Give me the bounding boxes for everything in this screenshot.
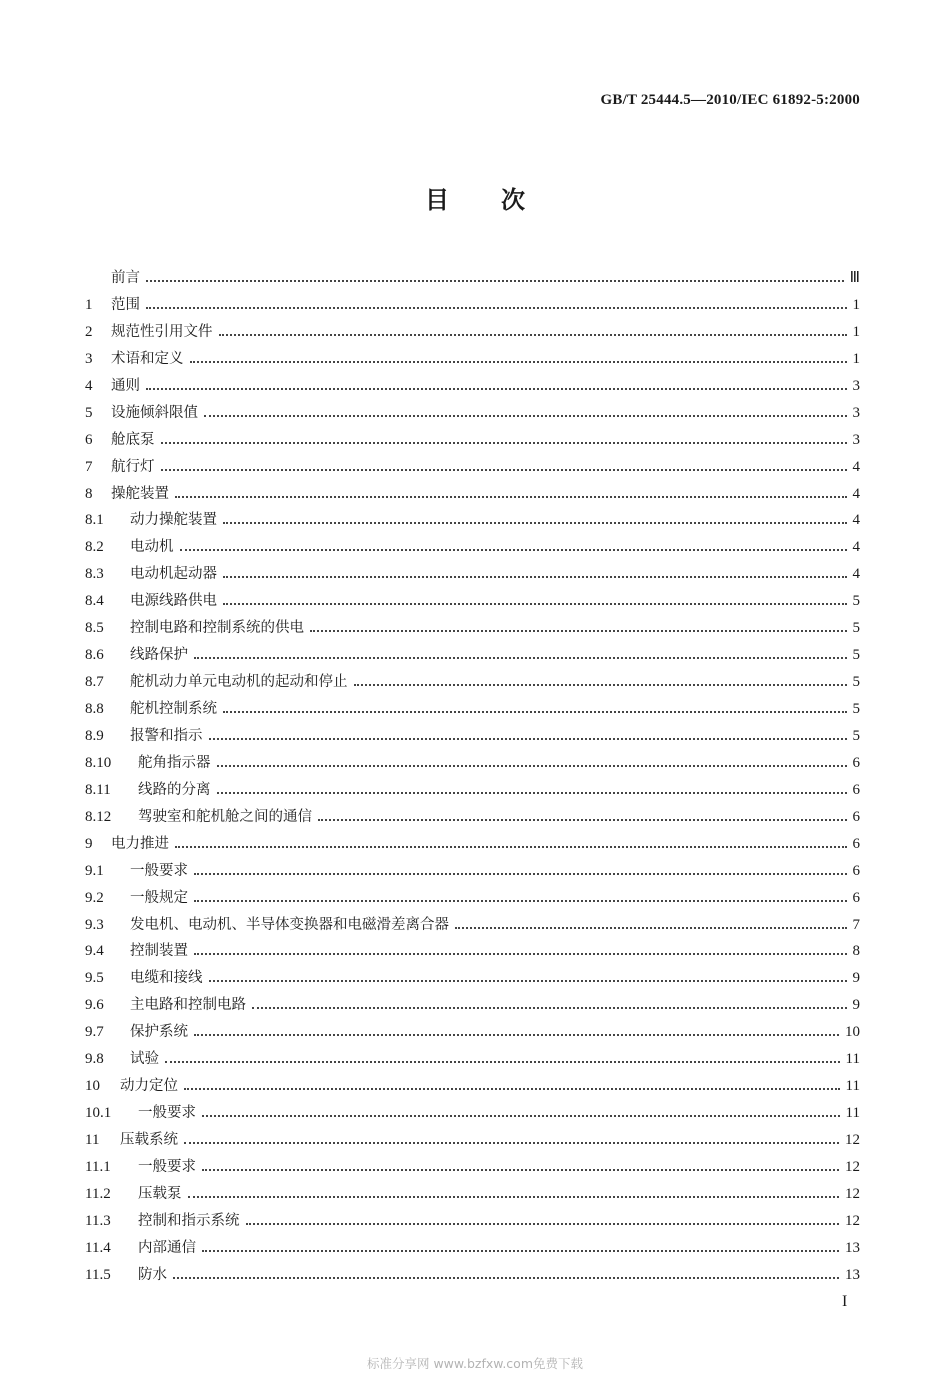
- toc-entry-page: 1: [852, 323, 860, 340]
- dot-leader: [184, 1088, 840, 1090]
- toc-entry-number: 8.12: [85, 808, 112, 825]
- toc-entry: [85, 374, 860, 401]
- toc-entry: [85, 1020, 860, 1047]
- toc-entry-title: 线路的分离: [138, 781, 211, 798]
- dot-leader: [217, 792, 847, 794]
- toc-entry-page: 5: [852, 593, 860, 610]
- dot-leader: [184, 1142, 839, 1144]
- toc-entry-page: 11: [845, 1078, 860, 1095]
- toc-entry-page: 9: [852, 970, 860, 987]
- dot-leader: [209, 738, 847, 740]
- toc-entry-page: 6: [852, 781, 860, 798]
- toc-entry-page: 4: [852, 458, 860, 475]
- toc-entry-number: 10.1: [85, 1105, 112, 1122]
- toc-entry-page: 4: [852, 512, 860, 529]
- toc-entry-number: 9: [85, 835, 93, 852]
- toc-entry-title: 一般要求: [138, 1105, 196, 1122]
- toc-entry-page: 12: [845, 1212, 860, 1229]
- toc-entry-title: 电源线路供电: [130, 593, 217, 610]
- toc-entry: [85, 293, 860, 320]
- toc-entry-number: 11.1: [85, 1158, 111, 1175]
- toc-entry: [85, 589, 860, 616]
- toc-entry-title: 压载泵: [138, 1185, 182, 1202]
- toc-entry-page: 5: [852, 674, 860, 691]
- toc-entry-page: Ⅲ: [849, 270, 860, 286]
- toc-entry-page: 4: [852, 566, 860, 583]
- toc-entry-title: 压载系统: [120, 1132, 178, 1148]
- toc-entry-number: 5: [85, 404, 93, 421]
- toc-entry: [85, 1074, 860, 1101]
- dot-leader: [175, 846, 847, 848]
- toc-entry-number: 3: [85, 350, 93, 367]
- dot-leader: [310, 630, 847, 632]
- toc-entry-page: 6: [852, 835, 860, 852]
- toc-entry-page: 5: [852, 701, 860, 717]
- dot-leader: [194, 900, 847, 902]
- dot-leader: [209, 980, 847, 982]
- toc-entry-title: 试验: [130, 1051, 159, 1068]
- toc-entry: [85, 751, 860, 778]
- toc-entry-title: 发电机、电动机、半导体变换器和电磁滑差离合器: [130, 916, 449, 933]
- toc-entry-title: 动力操舵装置: [130, 512, 217, 529]
- dot-leader: [146, 280, 844, 282]
- toc-entry-page: 5: [852, 727, 860, 744]
- dot-leader: [175, 496, 847, 498]
- toc-entry-title: 防水: [138, 1266, 167, 1283]
- toc-entry-title: 驾驶室和舵机舱之间的通信: [138, 808, 312, 825]
- dot-leader: [223, 576, 847, 578]
- toc-entry: [85, 1236, 860, 1263]
- toc-entry-title: 报警和指示: [130, 727, 203, 744]
- dot-leader: [246, 1223, 840, 1225]
- toc-entry-title: 保护系统: [130, 1024, 188, 1041]
- dot-leader: [223, 711, 847, 713]
- toc-entry-number: 4: [85, 377, 93, 394]
- table-of-contents: [85, 266, 860, 1290]
- toc-entry-number: 9.3: [85, 916, 104, 933]
- dot-leader: [194, 873, 847, 875]
- dot-leader: [194, 657, 847, 659]
- toc-entry-title: 一般要求: [130, 862, 188, 879]
- dot-leader: [354, 684, 847, 686]
- toc-entry-number: 9.6: [85, 997, 104, 1014]
- dot-leader: [146, 388, 847, 390]
- toc-entry-number: 8.8: [85, 701, 104, 717]
- toc-entry: [85, 643, 860, 670]
- toc-entry-page: 6: [852, 889, 860, 906]
- dot-leader: [217, 765, 847, 767]
- page-title: 目次: [425, 186, 577, 214]
- toc-entry-page: 12: [845, 1132, 860, 1148]
- toc-entry: [85, 562, 860, 589]
- toc-entry-title: 舵机控制系统: [130, 701, 217, 717]
- toc-entry-number: 1: [85, 296, 93, 313]
- toc-entry-number: 8.9: [85, 727, 104, 744]
- toc-entry-page: 13: [845, 1266, 860, 1283]
- dot-leader: [219, 334, 847, 336]
- toc-entry: [85, 266, 860, 293]
- toc-entry-page: 7: [852, 916, 860, 933]
- dot-leader: [318, 819, 847, 821]
- toc-entry: [85, 859, 860, 886]
- toc-entry-page: 3: [852, 431, 860, 448]
- toc-entry-title: 动力定位: [120, 1078, 178, 1095]
- toc-entry-number: 8.10: [85, 754, 112, 771]
- toc-entry-title: 操舵装置: [111, 485, 169, 502]
- toc-entry-number: 8.2: [85, 539, 104, 556]
- toc-entry-title: 航行灯: [111, 458, 155, 475]
- toc-entry-number: 9.4: [85, 943, 104, 960]
- watermark-text: 标准分享网 www.bzfxw.com免费下载: [366, 1356, 583, 1371]
- toc-entry-title: 术语和定义: [111, 350, 184, 367]
- toc-entry-number: 8.4: [85, 593, 104, 610]
- toc-entry-number: 8.3: [85, 566, 104, 583]
- dot-leader: [202, 1169, 839, 1171]
- toc-entry-number: 7: [85, 458, 93, 475]
- toc-entry: [85, 1209, 860, 1236]
- toc-entry-number: 8.11: [85, 781, 111, 798]
- toc-entry-page: 3: [852, 404, 860, 421]
- dot-leader: [173, 1277, 839, 1279]
- toc-entry-title: 一般要求: [138, 1158, 196, 1175]
- toc-entry-title: 电力推进: [111, 835, 169, 852]
- toc-entry-number: 11.4: [85, 1239, 111, 1256]
- toc-entry-number: 11: [85, 1132, 100, 1148]
- toc-entry: [85, 832, 860, 859]
- toc-entry-page: 5: [852, 647, 860, 664]
- toc-entry-page: 6: [852, 808, 860, 825]
- toc-entry: [85, 886, 860, 913]
- toc-entry-page: 13: [845, 1239, 860, 1256]
- dot-leader: [202, 1250, 839, 1252]
- toc-entry-page: 5: [852, 620, 860, 637]
- toc-entry-number: 9.8: [85, 1051, 104, 1068]
- toc-entry: [85, 401, 860, 428]
- standard-code: GB/T 25444.5—2010/IEC 61892-5:2000: [600, 92, 860, 108]
- toc-entry-title: 电动机: [130, 539, 174, 556]
- toc-entry-title: 一般规定: [130, 889, 188, 906]
- dot-leader: [223, 603, 847, 605]
- toc-entry-number: 8: [85, 485, 93, 502]
- dot-leader: [202, 1115, 840, 1117]
- toc-entry-title: 前言: [111, 270, 140, 286]
- toc-entry-page: 1: [852, 296, 860, 313]
- toc-entry: [85, 320, 860, 347]
- toc-entry-number: 8.1: [85, 512, 104, 529]
- dot-leader: [455, 927, 847, 929]
- toc-entry-title: 舵角指示器: [138, 754, 211, 771]
- toc-entry-title: 主电路和控制电路: [130, 997, 246, 1014]
- toc-entry-title: 电动机起动器: [130, 566, 217, 583]
- toc-entry-title: 控制装置: [130, 943, 188, 960]
- toc-entry-number: 8.7: [85, 674, 104, 691]
- toc-entry-number: 9.5: [85, 970, 104, 987]
- dot-leader: [188, 1196, 840, 1198]
- toc-entry-page: 12: [845, 1158, 860, 1175]
- dot-leader: [165, 1061, 840, 1063]
- toc-entry-page: 6: [852, 754, 860, 771]
- toc-entry: [85, 939, 860, 966]
- toc-entry-number: 9.7: [85, 1024, 104, 1041]
- toc-entry-number: 11.5: [85, 1266, 111, 1283]
- toc-entry: [85, 778, 860, 805]
- toc-entry: [85, 993, 860, 1020]
- toc-entry: [85, 482, 860, 509]
- page-number: I: [842, 1293, 848, 1310]
- toc-entry: [85, 508, 860, 535]
- toc-entry-page: 4: [852, 485, 860, 502]
- dot-leader: [204, 415, 847, 417]
- toc-entry-title: 控制电路和控制系统的供电: [130, 620, 304, 637]
- toc-entry: [85, 428, 860, 455]
- toc-entry-number: 11.2: [85, 1185, 111, 1202]
- toc-entry-title: 内部通信: [138, 1239, 196, 1256]
- toc-entry: [85, 347, 860, 374]
- dot-leader: [161, 469, 847, 471]
- toc-entry-page: 11: [845, 1051, 860, 1068]
- toc-entry: [85, 966, 860, 993]
- toc-entry: [85, 697, 860, 724]
- toc-entry-page: 4: [852, 539, 860, 556]
- toc-entry: [85, 805, 860, 832]
- dot-leader: [252, 1007, 847, 1009]
- toc-entry-page: 3: [852, 377, 860, 394]
- toc-entry: [85, 1263, 860, 1290]
- toc-entry-title: 控制和指示系统: [138, 1212, 240, 1229]
- toc-entry: [85, 535, 860, 562]
- toc-entry-title: 舱底泵: [111, 431, 155, 448]
- toc-entry-title: 设施倾斜限值: [111, 404, 198, 421]
- toc-entry-title: 线路保护: [130, 647, 188, 664]
- toc-entry-number: 11.3: [85, 1212, 111, 1229]
- dot-leader: [223, 522, 847, 524]
- toc-entry: [85, 1101, 860, 1128]
- dot-leader: [194, 1034, 839, 1036]
- toc-entry-page: 11: [845, 1105, 860, 1122]
- toc-entry: [85, 1128, 860, 1155]
- toc-entry-number: 10: [85, 1078, 100, 1095]
- toc-entry-page: 6: [852, 862, 860, 879]
- toc-entry-page: 10: [845, 1024, 860, 1041]
- toc-entry-title: 规范性引用文件: [111, 323, 213, 340]
- toc-entry: [85, 1155, 860, 1182]
- toc-entry-number: 9.1: [85, 862, 104, 879]
- toc-entry: [85, 724, 860, 751]
- toc-entry-number: 2: [85, 323, 93, 340]
- toc-entry-title: 舵机动力单元电动机的起动和停止: [130, 674, 348, 691]
- dot-leader: [180, 549, 847, 551]
- toc-entry-title: 通则: [111, 377, 140, 394]
- toc-entry-number: 8.6: [85, 647, 104, 664]
- toc-entry-number: 6: [85, 431, 93, 448]
- toc-entry-number: 9.2: [85, 889, 104, 906]
- toc-entry: [85, 616, 860, 643]
- dot-leader: [194, 953, 847, 955]
- toc-entry: [85, 1047, 860, 1074]
- dot-leader: [146, 307, 847, 309]
- toc-entry: [85, 455, 860, 482]
- toc-entry: [85, 913, 860, 940]
- toc-entry-number: 8.5: [85, 620, 104, 637]
- toc-entry-page: 12: [845, 1185, 860, 1202]
- toc-entry-title: 范围: [111, 296, 140, 313]
- dot-leader: [190, 361, 847, 363]
- dot-leader: [161, 442, 847, 444]
- toc-entry: [85, 670, 860, 697]
- toc-entry-page: 1: [852, 350, 860, 367]
- toc-entry-title: 电缆和接线: [130, 970, 203, 987]
- toc-entry: [85, 1182, 860, 1209]
- toc-entry-page: 9: [852, 997, 860, 1014]
- toc-entry-page: 8: [852, 943, 860, 960]
